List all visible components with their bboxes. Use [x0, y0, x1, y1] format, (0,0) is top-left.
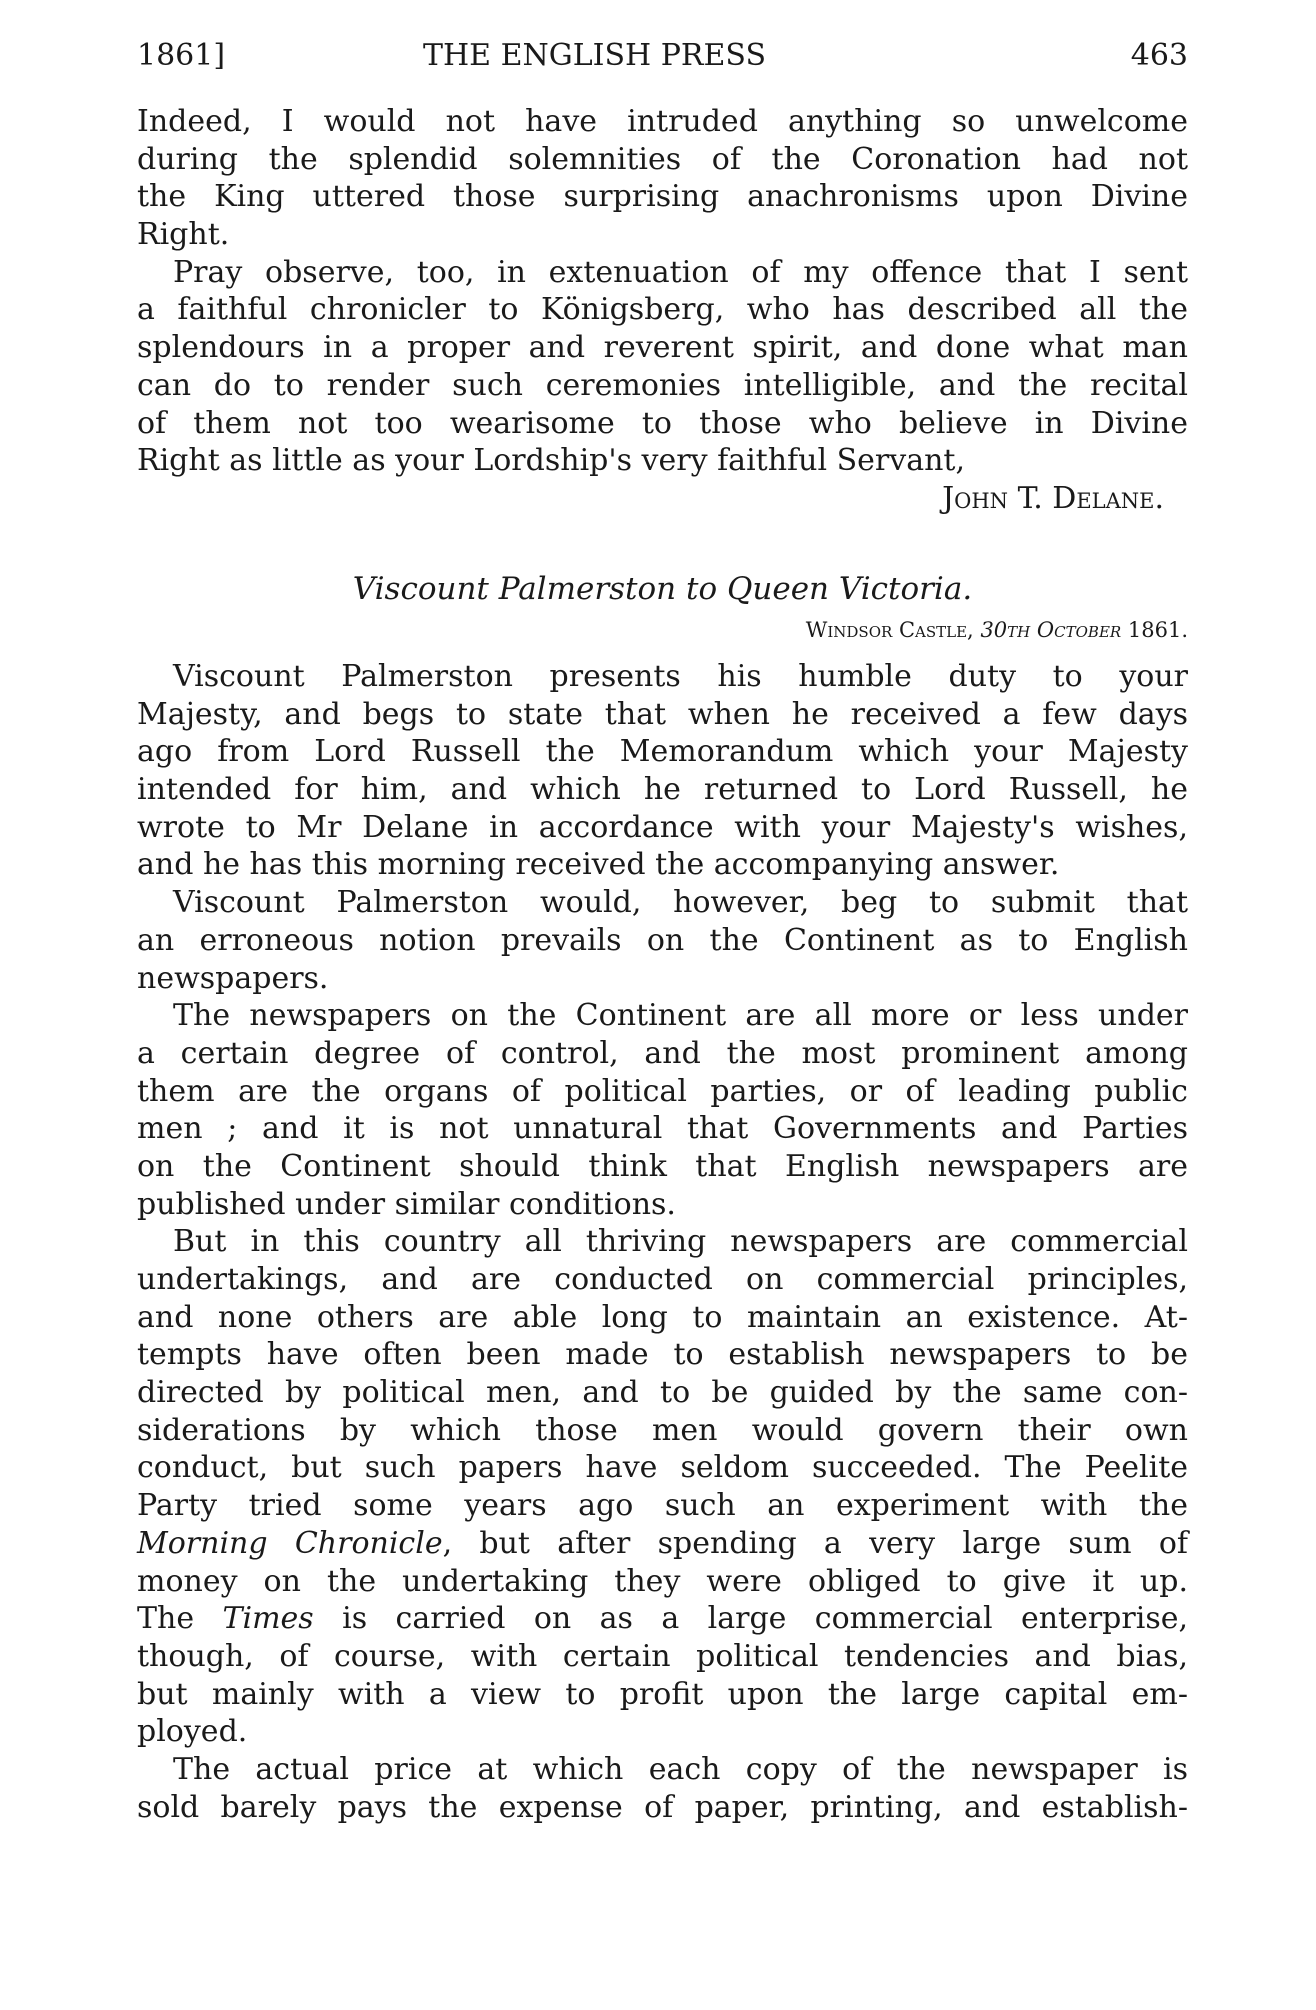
text-line: But in this country all thriving newspapers are commercial: [173, 1224, 1188, 1260]
text-line: Right.: [137, 217, 230, 253]
text-line: Morning Chronicle, but after spending a very large sum of: [137, 1525, 1188, 1561]
text-line: an erroneous notion prevails on the Continent as to English: [137, 922, 1188, 958]
paragraph: [137, 254, 1188, 480]
header-title: THE ENGLISH PRESS: [423, 38, 766, 73]
page-number: 463: [1130, 38, 1188, 73]
text-line: wrote to Mr Delane in accordance with your Majesty's wishes,: [137, 809, 1188, 845]
text-line: tempts have often been made to establish newspapers to be: [137, 1337, 1188, 1373]
text-line: Viscount Palmerston presents his humble duty to your: [173, 659, 1188, 694]
dateline-place: Windsor Castle,: [805, 618, 974, 642]
letter-dateline: [137, 616, 1188, 644]
letter-heading: Viscount Palmerston to Queen Victoria.: [352, 571, 973, 607]
signature: John T. Delane.: [942, 480, 1164, 516]
text-line: ployed.: [137, 1714, 248, 1750]
header-year: 1861]: [137, 38, 226, 73]
text-line: a certain degree of control, and the most prominent among: [137, 1035, 1188, 1071]
text-line: intended for him, and which he returned to Lord Russell, he: [137, 772, 1188, 808]
text-line: undertakings, and are conducted on commercial principles,: [137, 1262, 1188, 1297]
paragraph: [137, 103, 1188, 254]
text-line: Right as little as your Lordship's very faithful Servant,: [137, 443, 965, 479]
text-line: a faithful chronicler to Königsberg, who has described all the: [137, 292, 1188, 328]
text-line: Viscount Palmerston would, however, beg to submit that: [173, 885, 1188, 921]
text-line: and none others are able long to maintain an existence. At-: [137, 1299, 1188, 1335]
text-line: ago from Lord Russell the Memorandum which your Majesty: [137, 734, 1188, 770]
text-line: on the Continent should think that English newspapers are: [137, 1148, 1188, 1184]
text-line: the King uttered those surprising anachronisms upon Divine: [137, 179, 1188, 215]
text-line: The actual price at which each copy of the newspaper is: [173, 1751, 1188, 1787]
text-line: of them not too wearisome to those who believe in Divine: [137, 405, 1188, 441]
dateline-year: 1861.: [1127, 618, 1188, 642]
paragraph: [137, 997, 1188, 1223]
dateline-date: 30th October: [980, 618, 1122, 642]
paragraph: [137, 658, 1188, 884]
text-line: can do to render such ceremonies intelligible, and the recital: [137, 367, 1188, 403]
text-line: them are the organs of political parties, or of leading public: [137, 1073, 1188, 1109]
text-line: siderations by which those men would govern their own: [137, 1412, 1188, 1448]
text-line: but mainly with a view to profit upon the large capital em-: [137, 1676, 1188, 1712]
text-line: conduct, but such papers have seldom succeeded. The Peelite: [137, 1450, 1188, 1486]
text-line: The newspapers on the Continent are all more or less under: [173, 998, 1188, 1034]
text-line: and he has this morning received the accompanying answer.: [137, 847, 1060, 883]
paragraph: [137, 1223, 1188, 1751]
previous-letter-end: [137, 103, 1188, 518]
letter-body: [137, 658, 1188, 1826]
text-line: during the splendid solemnities of the Coronation had not: [137, 141, 1188, 177]
text-line: published under similar conditions.: [137, 1186, 676, 1222]
running-header: [137, 36, 1188, 76]
text-line: directed by political men, and to be guided by the same con-: [137, 1375, 1188, 1411]
text-line: Pray observe, too, in extenuation of my offence that I sent: [173, 254, 1188, 290]
paragraph: [137, 884, 1188, 997]
text-line: Majesty, and begs to state that when he received a few days: [137, 696, 1188, 732]
text-line: money on the undertaking they were obliged to give it up.: [137, 1563, 1188, 1599]
text-line: Party tried some years ago such an experiment with the: [137, 1488, 1188, 1524]
text-line: sold barely pays the expense of paper, printing, and establish-: [137, 1789, 1188, 1825]
text-line: splendours in a proper and reverent spirit, and done what man: [137, 330, 1188, 366]
text-line: The Times is carried on as a large commercial enterprise,: [137, 1601, 1188, 1637]
text-line: men ; and it is not unnatural that Governments and Parties: [137, 1111, 1188, 1147]
text-line: newspapers.: [137, 960, 329, 996]
text-line: Indeed, I would not have intruded anything so unwelcome: [137, 104, 1188, 139]
paragraph: [137, 1751, 1188, 1826]
text-line: though, of course, with certain political tendencies and bias,: [137, 1638, 1188, 1674]
